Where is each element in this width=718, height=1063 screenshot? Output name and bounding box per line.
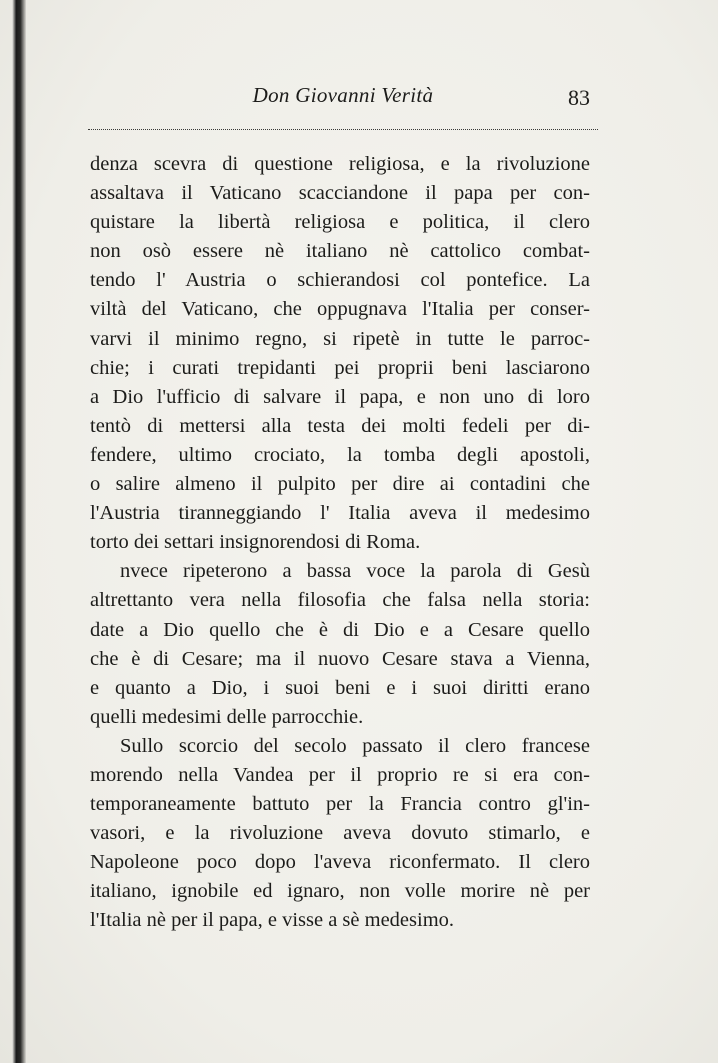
- text-line: che è di Cesare; ma il nuovo Cesare stava a Vienna,: [90, 647, 590, 670]
- text-line: morendo nella Vandea per il proprio re si era con-: [90, 763, 590, 786]
- text-line: non osò essere nè italiano nè cattolico combat-: [90, 240, 590, 263]
- body-text: [90, 150, 590, 936]
- text-line: l'Italia nè per il papa, e visse a sè medesimo.: [90, 909, 455, 932]
- text-line: tentò di mettersi alla testa dei molti fedeli per di-: [90, 414, 590, 437]
- text-line: tendo l' Austria o schierandosi col pontefice. La: [90, 269, 590, 292]
- text-line: o salire almeno il pulpito per dire ai contadini che: [90, 473, 590, 496]
- header-dotted-rule: [88, 129, 598, 130]
- text-line: temporaneamente battuto per la Francia contro gl'in-: [90, 793, 590, 816]
- text-line: vasori, e la rivoluzione aveva dovuto stimarlo, e: [90, 822, 590, 845]
- text-line: quistare la libertà religiosa e politica, il clero: [90, 211, 590, 234]
- text-line: assaltava il Vaticano scacciandone il papa per con-: [90, 182, 590, 205]
- page-number: 83: [568, 85, 590, 110]
- text-line: viltà del Vaticano, che oppugnava l'Italia per conser-: [90, 298, 590, 321]
- text-line: a Dio l'ufficio di salvare il papa, e non uno di loro: [90, 385, 590, 408]
- text-line: e quanto a Dio, i suoi beni e i suoi diritti erano: [90, 676, 590, 699]
- text-line: fendere, ultimo crociato, la tomba degli apostoli,: [90, 443, 590, 466]
- page-header: [88, 80, 598, 116]
- running-title: Don Giovanni Verità: [252, 83, 434, 107]
- text-line: quelli medesimi delle parrocchie.: [90, 705, 364, 728]
- text-line: date a Dio quello che è di Dio e a Cesare quello: [90, 618, 590, 641]
- text-line: varvi il minimo regno, si ripetè in tutte le parroc-: [90, 327, 590, 350]
- text-line: denza scevra di questione religiosa, e la rivoluzione: [90, 153, 590, 175]
- text-line: Sullo scorcio del secolo passato il clero francese: [120, 734, 590, 757]
- text-line: Napoleone poco dopo l'aveva riconfermato. Il clero: [90, 851, 590, 874]
- text-line: l'Austria tiranneggiando l' Italia aveva il medesimo: [90, 502, 590, 525]
- text-line: altrettanto vera nella filosofia che falsa nella storia:: [90, 589, 590, 612]
- book-binding-edge: [12, 0, 26, 1063]
- text-line: nvece ripeterono a bassa voce la parola di Gesù: [120, 560, 590, 583]
- text-line: torto dei settari insignorendosi di Roma.: [90, 531, 421, 554]
- text-line: chie; i curati trepidanti pei proprii beni lasciarono: [90, 356, 590, 379]
- text-line: italiano, ignobile ed ignaro, non volle morire nè per: [90, 880, 590, 903]
